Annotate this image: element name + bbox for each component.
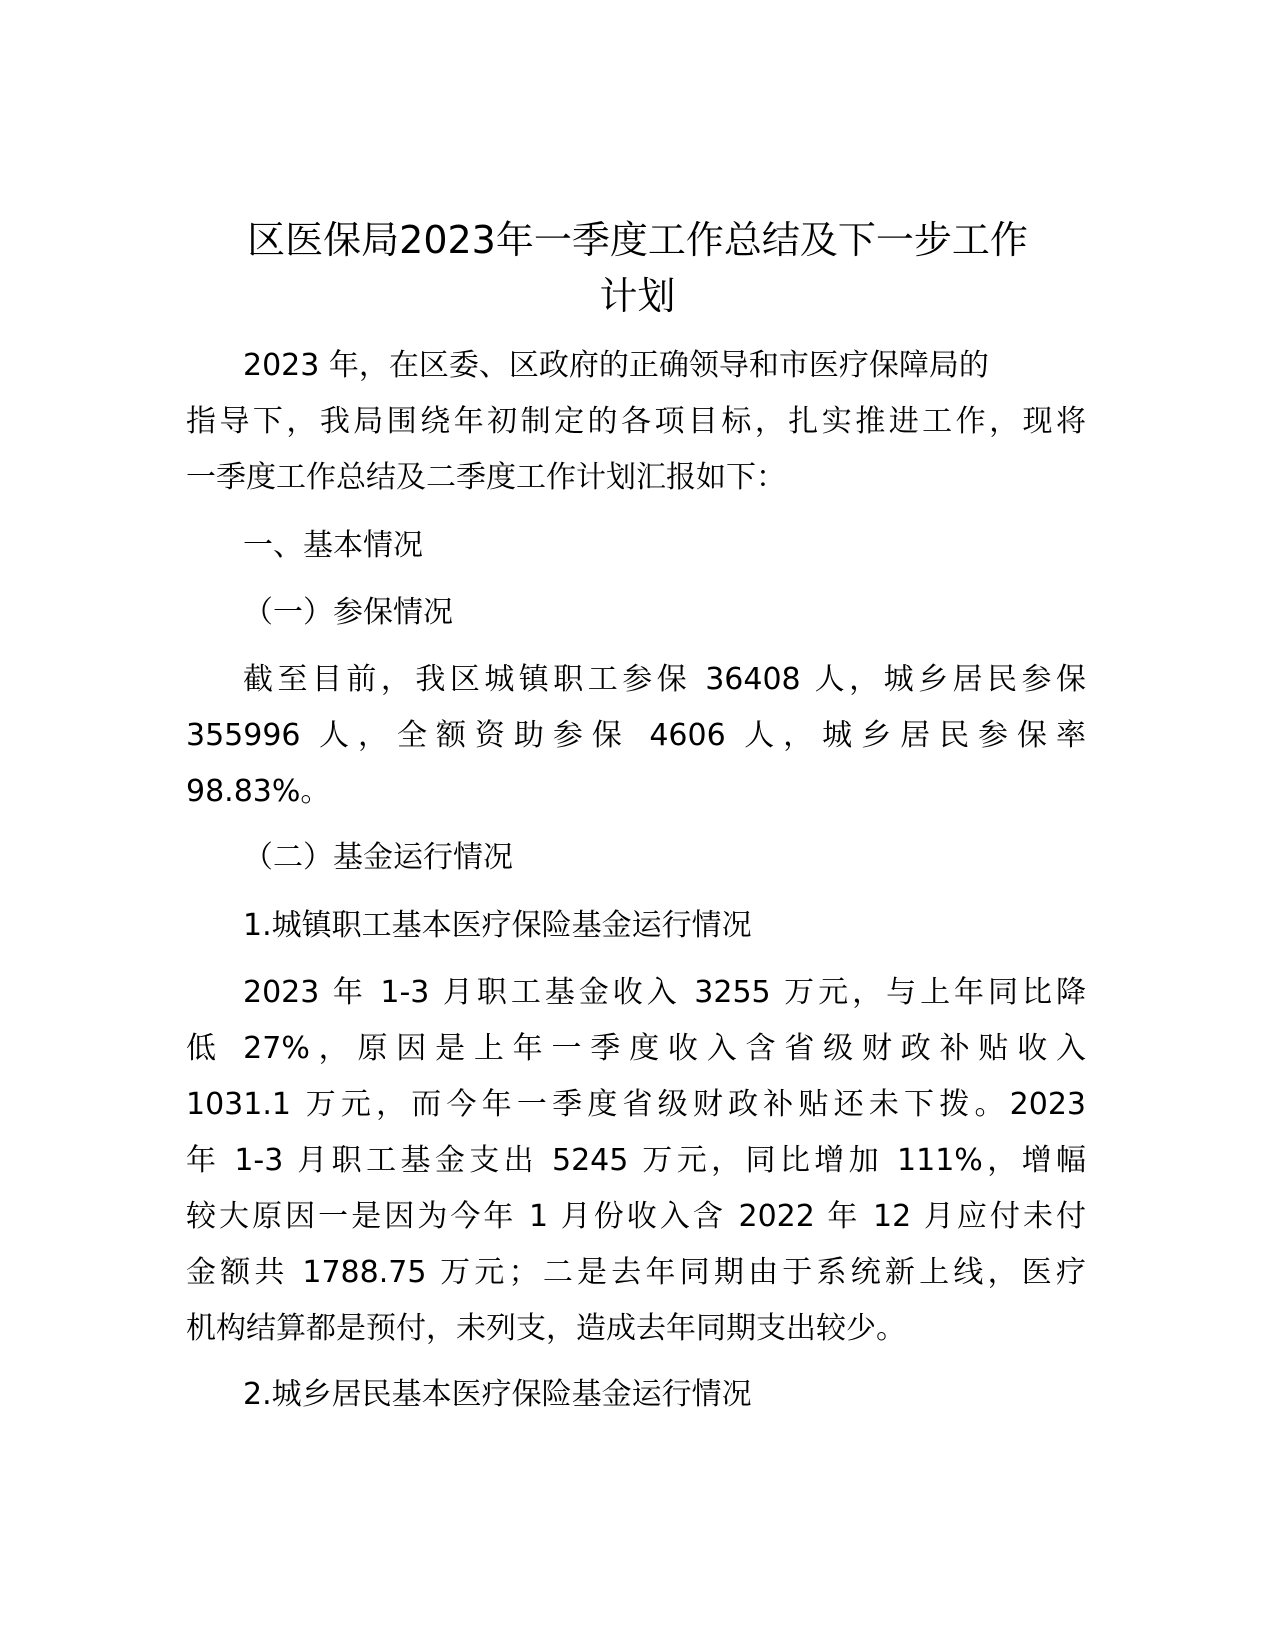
subsection-2-heading: （二）基金运行情况 — [243, 840, 513, 875]
subsection-1-line-2: 355996 人，全额资助参保 4606 人，城乡居民参保率 — [186, 718, 1086, 753]
intro-line-3: 一季度工作总结及二季度工作计划汇报如下： — [186, 460, 786, 495]
intro-line-2: 指导下，我局围绕年初制定的各项目标，扎实推进工作，现将 — [186, 404, 1086, 439]
document-title-line-2: 计划 — [599, 274, 676, 318]
item-1-line-5: 较大原因一是因为今年 1 月份收入含 2022 年 12 月应付未付 — [186, 1199, 1086, 1234]
intro-line-1: 2023 年，在区委、区政府的正确领导和市医疗保障局的 — [243, 348, 989, 383]
document-title-line-1: 区医保局2023年一季度工作总结及下一步工作 — [247, 218, 1028, 262]
item-1-line-1: 2023 年 1-3 月职工基金收入 3255 万元，与上年同比降 — [243, 975, 1086, 1010]
item-1-heading: 1.城镇职工基本医疗保险基金运行情况 — [243, 908, 752, 943]
subsection-1-line-1: 截至目前，我区城镇职工参保 36408 人，城乡居民参保 — [243, 662, 1086, 697]
subsection-1-heading: （一）参保情况 — [243, 595, 453, 630]
section-1-heading: 一、基本情况 — [243, 528, 423, 563]
item-1-line-4: 年 1-3 月职工基金支出 5245 万元，同比增加 111%，增幅 — [186, 1143, 1086, 1178]
item-1-line-2: 低 27%，原因是上年一季度收入含省级财政补贴收入 — [186, 1031, 1086, 1066]
subsection-1-line-3: 98.83%。 — [186, 774, 331, 809]
item-1-line-3: 1031.1 万元，而今年一季度省级财政补贴还未下拨。2023 — [186, 1087, 1086, 1122]
item-1-line-6: 金额共 1788.75 万元；二是去年同期由于系统新上线，医疗 — [186, 1255, 1086, 1290]
item-2-heading: 2.城乡居民基本医疗保险基金运行情况 — [243, 1377, 752, 1412]
item-1-line-7: 机构结算都是预付，未列支，造成去年同期支出较少。 — [186, 1311, 906, 1346]
